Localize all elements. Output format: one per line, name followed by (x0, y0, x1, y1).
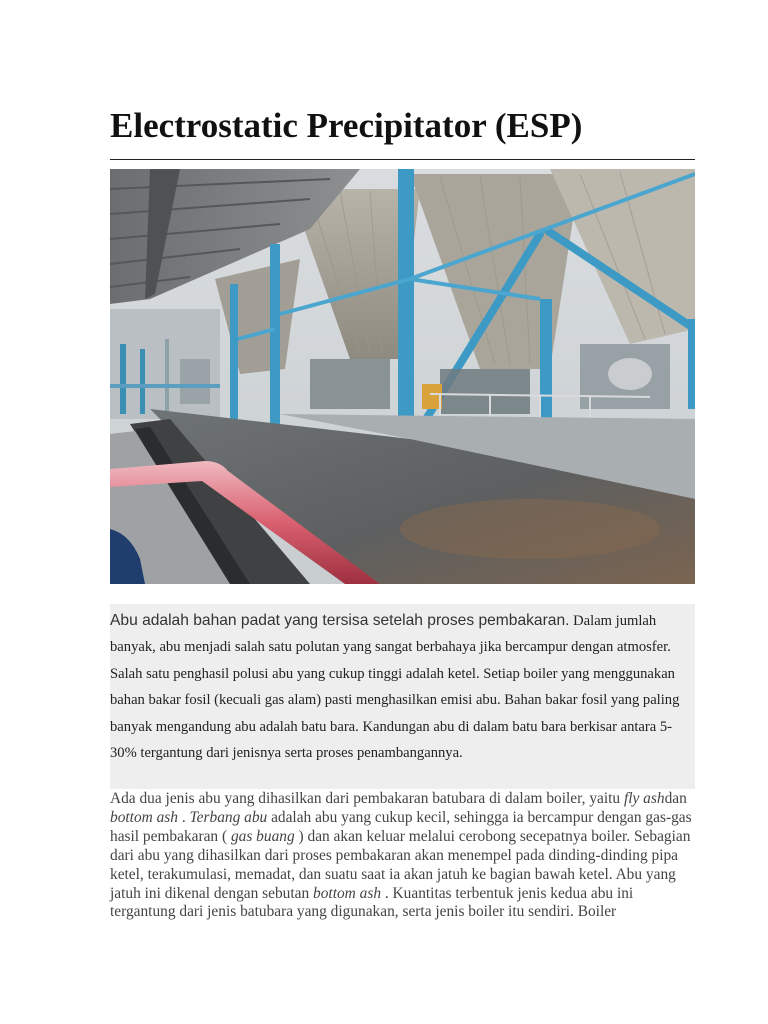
body-text-4: adalah abu yang cukup kecil, sehingga ia bercampur dengan gas-gas hasil pembakaran ( (110, 808, 692, 845)
body-text-1: Ada dua jenis abu yang dihasilkan dari pembakaran batubara di dalam boiler, yaitu (110, 790, 624, 807)
industrial-esp-photo (110, 169, 695, 584)
body-paragraph (110, 790, 695, 922)
title-divider (110, 159, 695, 160)
intro-rest-text: Dalam jumlah banyak, abu menjadi salah satu polutan yang sangat berbahaya jika bercampur dengan atmosfer. Salah satu penghasil polusi abu yang cukup tinggi adalah ketel. Setiap boiler yang menggunakan bahan bakar fosil (kecuali gas alam) pasti menghasilkan emisi abu. Bahan bakar fosil yang paling banyak mengandung abu adalah batu bara. Kandungan abu di dalam batu bara berkisar antara 5-30% tergantung dari jenisnya serta proses penambangannya. (110, 613, 680, 762)
body-text-3: . (177, 808, 190, 826)
body-text-2: dan (664, 790, 687, 807)
document-title: Electrostatic Precipitator (ESP) (110, 106, 583, 145)
bottom-ash-term: bottom ash (110, 808, 178, 826)
fly-ash-term: fly ash (623, 790, 665, 807)
gas-buang-term: gas buang (230, 827, 295, 845)
intro-lead-sentence: Abu adalah bahan padat yang tersisa setelah proses pembakaran. (110, 612, 570, 629)
bottom-ash-term-2: bottom ash (313, 884, 382, 902)
intro-paragraph (110, 608, 695, 766)
body-text-5: ) dan akan keluar melalui cerobong secepatnya boiler. Sebagian dari abu yang dihasilkan dari proses pembakaran akan menempel pada dinding-dinding pipa ketel, terakumulasi, memadat, dan suatu saat ia akan jatuh ke bagian bawah ketel. Abu yang jatuh ini dikenal dengan sebutan (110, 827, 691, 902)
body-text-6: . Kuantitas terbentuk jenis kedua abu ini tergantung dari jenis batubara yang digunakan, serta jenis boiler itu sendiri. Boiler (110, 884, 634, 921)
terbang-abu-term: Terbang abu (189, 808, 268, 826)
